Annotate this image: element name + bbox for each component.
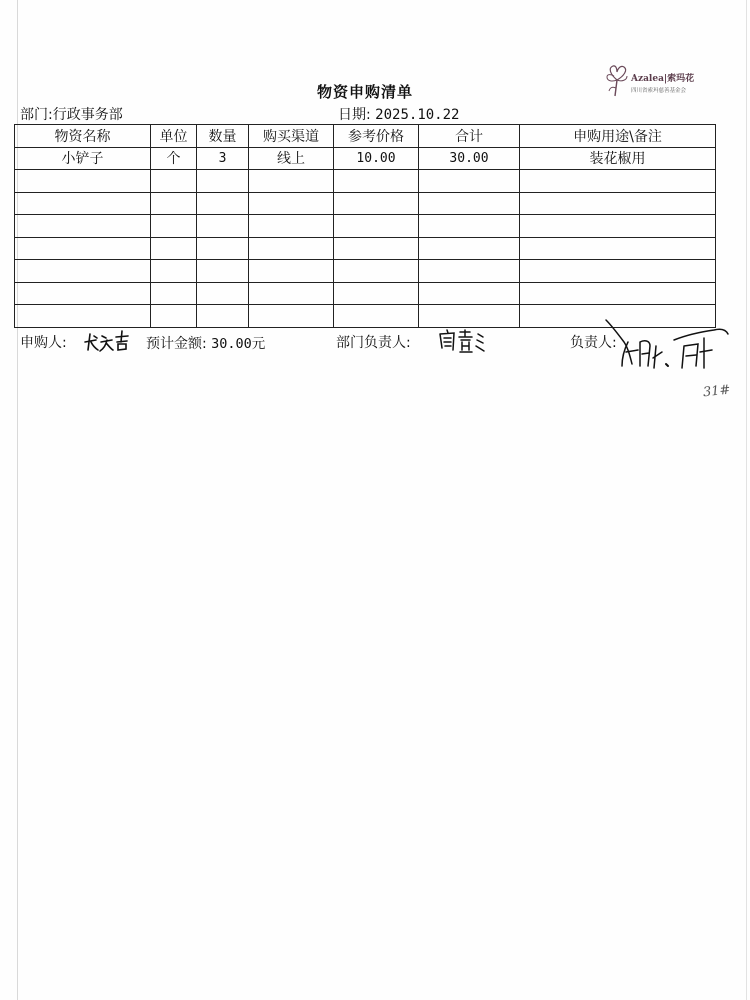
table-cell	[197, 192, 249, 215]
table-cell	[197, 305, 249, 328]
table-cell	[334, 215, 419, 238]
header-row	[15, 125, 716, 148]
table-cell	[15, 192, 151, 215]
table-cell	[419, 215, 520, 238]
column-header: 参考价格	[334, 125, 419, 148]
table-cell	[419, 237, 520, 260]
column-header: 申购用途\备注	[520, 125, 716, 148]
handwritten-note: 31#	[702, 382, 732, 401]
table-cell	[334, 282, 419, 305]
table-cell	[419, 305, 520, 328]
table-cell	[197, 260, 249, 283]
scan-edge	[746, 0, 747, 1000]
table-cell	[419, 260, 520, 283]
table-cell	[334, 192, 419, 215]
estimate-value: 30.00元	[211, 336, 266, 352]
table-row	[15, 215, 716, 238]
table-cell	[419, 282, 520, 305]
table-cell	[520, 237, 716, 260]
table-cell	[15, 260, 151, 283]
date-value: 2025.10.22	[375, 107, 460, 123]
table-row	[15, 170, 716, 193]
applicant-signature	[82, 328, 132, 354]
column-header: 数量	[197, 125, 249, 148]
table-cell	[15, 305, 151, 328]
table-cell	[151, 192, 197, 215]
table-cell	[249, 305, 334, 328]
column-header: 单位	[151, 125, 197, 148]
table-header	[15, 125, 716, 148]
table-body	[15, 147, 716, 327]
table-cell	[197, 215, 249, 238]
table-cell	[249, 192, 334, 215]
purchase-table	[14, 124, 716, 328]
table-cell	[334, 260, 419, 283]
table-cell: 线上	[249, 147, 334, 170]
table-cell: 小铲子	[15, 147, 151, 170]
table-row	[15, 237, 716, 260]
table-cell	[151, 282, 197, 305]
table-cell	[520, 260, 716, 283]
table-cell: 3	[197, 147, 249, 170]
table-row	[15, 192, 716, 215]
date-line	[338, 104, 459, 124]
table-cell	[520, 215, 716, 238]
table-cell	[15, 170, 151, 193]
table-cell: 10.00	[334, 147, 419, 170]
table-row	[15, 282, 716, 305]
table-cell	[249, 215, 334, 238]
table-cell	[197, 237, 249, 260]
table-cell	[249, 260, 334, 283]
table-cell: 30.00	[419, 147, 520, 170]
table-cell	[520, 170, 716, 193]
table-cell	[15, 215, 151, 238]
table-cell	[520, 282, 716, 305]
table-cell	[15, 282, 151, 305]
table-cell	[419, 192, 520, 215]
logo-brand: Azalea|索玛花	[631, 74, 695, 84]
table-cell	[520, 192, 716, 215]
column-header: 购买渠道	[249, 125, 334, 148]
table-cell	[151, 305, 197, 328]
dept-head-label: 部门负责人:	[336, 335, 411, 351]
head-label: 负责人:	[570, 335, 617, 351]
document-title: 物资申购清单	[316, 83, 413, 101]
table-cell	[151, 260, 197, 283]
table-cell	[151, 170, 197, 193]
head-signature	[604, 312, 732, 376]
applicant-label: 申购人:	[20, 335, 67, 351]
column-header: 物资名称	[15, 125, 151, 148]
table-cell	[197, 282, 249, 305]
department-line: 部门:行政事务部	[20, 107, 123, 123]
table-row	[15, 260, 716, 283]
estimate-label: 预计金额:	[146, 336, 207, 352]
table-cell	[334, 170, 419, 193]
table-cell	[334, 237, 419, 260]
table-cell: 个	[151, 147, 197, 170]
table-cell	[15, 237, 151, 260]
table-cell	[151, 237, 197, 260]
date-label: 日期:	[338, 107, 371, 123]
table-cell	[249, 170, 334, 193]
table-cell	[334, 305, 419, 328]
table-cell	[249, 237, 334, 260]
column-header: 合计	[419, 125, 520, 148]
table-cell	[151, 215, 197, 238]
dept-head-signature	[436, 328, 490, 356]
logo-subtitle: 四川省索玛慈善基金会	[631, 88, 687, 94]
table-cell: 装花椒用	[520, 147, 716, 170]
table-cell	[249, 282, 334, 305]
table-cell	[419, 170, 520, 193]
table-row	[15, 147, 716, 170]
table-cell	[197, 170, 249, 193]
estimate-amount	[146, 332, 265, 353]
